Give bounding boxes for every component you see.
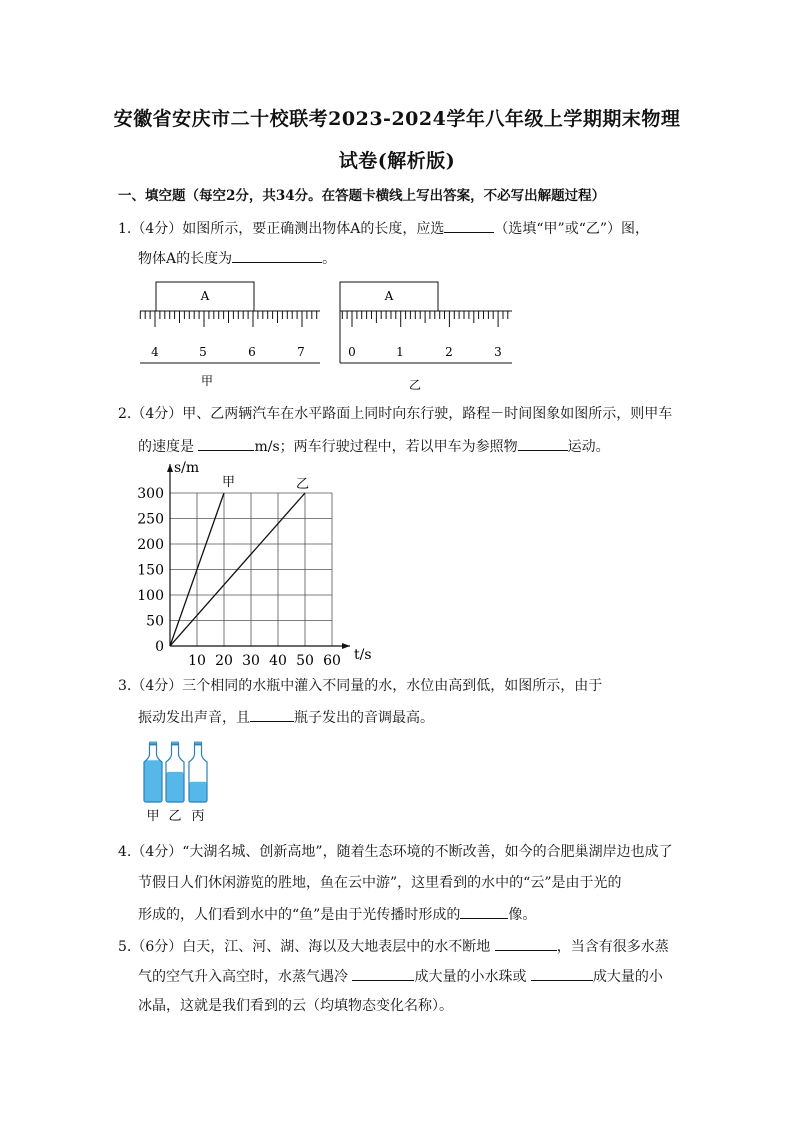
bottle-label-bing: 丙 xyxy=(191,809,205,824)
ruler-jia xyxy=(140,282,320,388)
q5-line-1 xyxy=(118,936,669,957)
title-line-2: 试卷(解析版) xyxy=(338,150,456,172)
q4-text-a: 形成的，人们看到水中的“鱼”是由于光传播时形成的 xyxy=(138,907,461,923)
s-t-chart xyxy=(128,458,388,670)
q5-blank-1[interactable] xyxy=(495,936,557,951)
q1-line-1 xyxy=(118,218,649,239)
x-axis-arrow xyxy=(342,643,350,649)
x-tick-label: 20 xyxy=(215,653,233,669)
q1-rulers-figure xyxy=(130,278,530,396)
ruler-jia-tick-4: 4 xyxy=(151,345,159,359)
x-axis-label: t/s xyxy=(354,647,372,663)
ruler-yi-tick-1: 1 xyxy=(396,345,404,359)
q5-blank-2[interactable] xyxy=(352,966,414,981)
x-tick-label: 50 xyxy=(296,653,314,669)
q3-line-2 xyxy=(138,707,434,728)
q4-line-1: 4.（4分）“大湖名城、创新高地”，随着生态环境的不断改善，如今的合肥巢湖岸边也成了 xyxy=(118,844,673,860)
ruler-jia-tick-5: 5 xyxy=(199,345,207,359)
ruler-yi xyxy=(340,282,512,392)
q3-text-a: 振动发出声音，且 xyxy=(138,710,250,726)
q2-line-2 xyxy=(138,436,610,457)
q5-text-d: 成大量的小水珠或 xyxy=(414,969,527,985)
q1-text-b: （选填“甲”或“乙”）图， xyxy=(494,221,650,237)
ruler-yi-tick-2: 2 xyxy=(445,345,453,359)
q4-blank-1[interactable] xyxy=(460,904,508,919)
q5-blank-3[interactable] xyxy=(531,966,593,981)
q1-text-c: 物体A的长度为 xyxy=(138,251,233,267)
q4-line-3 xyxy=(138,904,536,925)
q4-line-2: 节假日人们休闲游览的胜地，鱼在云中游”，这里看到的水中的“云”是由于光的 xyxy=(138,875,622,891)
series-yi-label: 乙 xyxy=(296,477,310,492)
bottles-figure xyxy=(138,740,228,824)
q5-text-b: ，当含有很多水蒸 xyxy=(556,939,669,955)
q5-text-c: 气的空气升入高空时，水蒸气遇冷 xyxy=(138,969,348,985)
ruler-jia-caption: 甲 xyxy=(200,374,214,388)
q3-text-b: 瓶子发出的音调最高。 xyxy=(294,710,434,726)
title-line-1: 安徽省安庆市二十校联考2023-2024学年八年级上学期期末物理 xyxy=(113,108,681,130)
ruler-yi-tick-3: 3 xyxy=(494,345,502,359)
q5-text-a: 5.（6分）白天，江、河、湖、海以及大地表层中的水不断地 xyxy=(118,939,491,955)
x-tick-label: 40 xyxy=(269,653,287,669)
q1-text-a: 1.（4分）如图所示，要正确测出物体A的长度，应选 xyxy=(118,221,445,237)
q1-blank-1[interactable] xyxy=(444,218,494,233)
q2-text-a: 的速度是 xyxy=(138,439,194,455)
q5-line-2 xyxy=(138,966,663,987)
ruler-jia-tick-7: 7 xyxy=(297,345,305,359)
y-tick-label: 150 xyxy=(137,562,164,579)
q4-text-b: 像。 xyxy=(508,907,537,923)
x-tick-label: 10 xyxy=(188,653,206,669)
object-a-right-label: A xyxy=(384,289,394,303)
bottle-label-yi: 乙 xyxy=(168,809,182,824)
q5-text-e: 成大量的小 xyxy=(592,969,663,985)
y-tick-label: 0 xyxy=(155,639,164,655)
q2-text-b: m/s；两车行驶过程中，若以甲车为参照物 xyxy=(254,439,518,455)
y-tick-label: 300 xyxy=(137,486,164,502)
y-tick-label: 100 xyxy=(137,588,164,604)
x-tick-label: 60 xyxy=(323,653,341,669)
y-tick-label: 250 xyxy=(137,511,164,528)
bottle-water xyxy=(145,760,162,801)
ruler-yi-tick-0: 0 xyxy=(348,345,356,359)
q5-line-3: 冰晶，这就是我们看到的云（均填物态变化名称）。 xyxy=(138,998,453,1014)
y-tick-label: 200 xyxy=(137,537,164,553)
y-axis-label: s/m xyxy=(174,460,200,476)
series-jia-label: 甲 xyxy=(222,475,236,490)
q2-line-1: 2.（4分）甲、乙两辆汽车在水平路面上同时向东行驶，路程－时间图象如图所示，则甲车 xyxy=(118,406,673,422)
bottle-water xyxy=(190,782,207,802)
object-a-left-label: A xyxy=(200,289,210,303)
section-heading: 一、填空题（每空2分，共34分。在答题卡横线上写出答案，不必写出解题过程） xyxy=(118,188,606,204)
bottle-water xyxy=(167,772,184,802)
q2-blank-2[interactable] xyxy=(518,436,568,451)
ruler-jia-tick-6: 6 xyxy=(248,345,256,359)
q1-blank-2[interactable] xyxy=(232,248,322,263)
q3-line-1: 3.（4分）三个相同的水瓶中灌入不同量的水，水位由高到低，如图所示，由于 xyxy=(118,678,603,694)
y-axis-arrow xyxy=(167,464,173,472)
y-tick-label: 50 xyxy=(146,613,164,630)
q3-blank-1[interactable] xyxy=(250,707,294,722)
x-tick-label: 30 xyxy=(242,653,260,669)
q1-line-2 xyxy=(138,248,336,269)
q2-blank-1[interactable] xyxy=(198,436,254,451)
ruler-yi-caption: 乙 xyxy=(408,378,422,392)
q1-text-d: 。 xyxy=(322,251,337,267)
bottle-label-jia: 甲 xyxy=(146,809,160,824)
q2-text-c: 运动。 xyxy=(567,439,610,455)
